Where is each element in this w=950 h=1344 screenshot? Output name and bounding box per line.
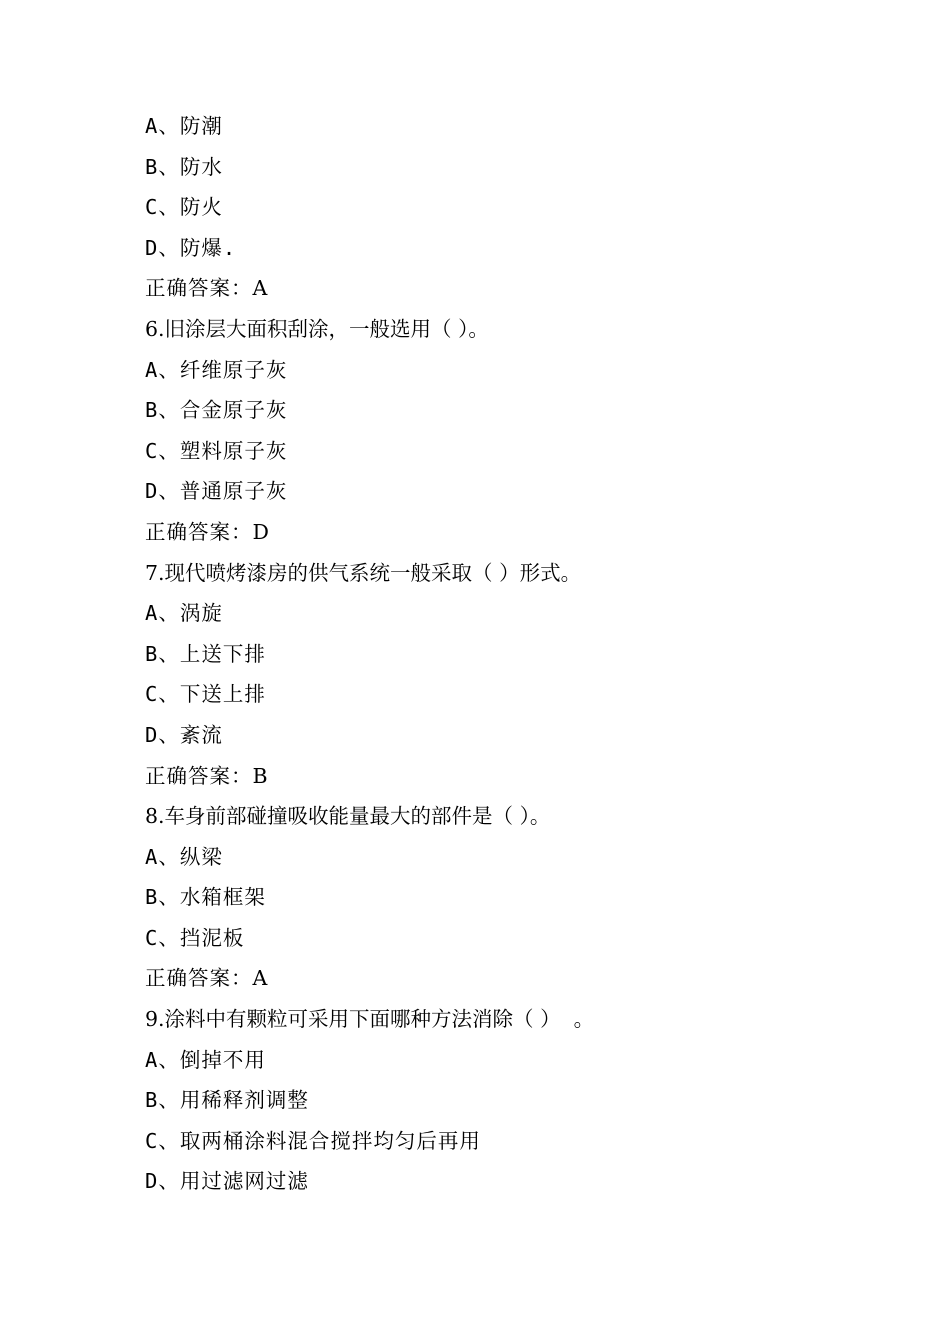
correct-answer: 正确答案：D [145,519,270,544]
option-a: A、防潮 [145,114,223,138]
option-d: D、用过滤网过滤 [145,1169,309,1194]
option-d: D、普通原子灰 [145,479,288,504]
option-b: B、上送下排 [145,641,266,666]
question-list [145,106,905,1202]
option-b: B、水箱框架 [145,885,266,910]
option-b: B、用稀释剂调整 [145,1088,309,1113]
option-a: A、涡旋 [145,601,223,626]
question-9: 9.涂料中有颗粒可采用下面哪种方法消除（ ） 。 [145,1007,595,1032]
option-c: C、防火 [145,195,223,220]
question-6: 6.旧涂层大面积刮涂，一般选用（ ）。 [145,316,489,341]
option-a: A、纤维原子灰 [145,357,288,382]
option-b: B、防水 [145,154,223,179]
option-a: A、倒掉不用 [145,1047,266,1072]
option-a: A、纵梁 [145,844,223,869]
question-8: 8.车身前部碰撞吸收能量最大的部件是（ ）。 [145,804,551,829]
correct-answer: 正确答案：A [145,966,269,991]
option-c: C、取两桶涂料混合搅拌均匀后再用 [145,1128,481,1153]
question-7: 7.现代喷烤漆房的供气系统一般采取（ ）形式。 [145,560,582,585]
correct-answer: 正确答案：A [145,276,269,301]
option-d: D、紊流 [145,722,223,747]
option-b: B、合金原子灰 [145,398,288,423]
correct-answer: 正确答案：B [145,763,269,788]
option-d: D、防爆. [145,235,237,260]
option-c: C、塑料原子灰 [145,438,288,463]
option-c: C、下送上排 [145,682,266,707]
option-c: C、挡泥板 [145,925,245,950]
